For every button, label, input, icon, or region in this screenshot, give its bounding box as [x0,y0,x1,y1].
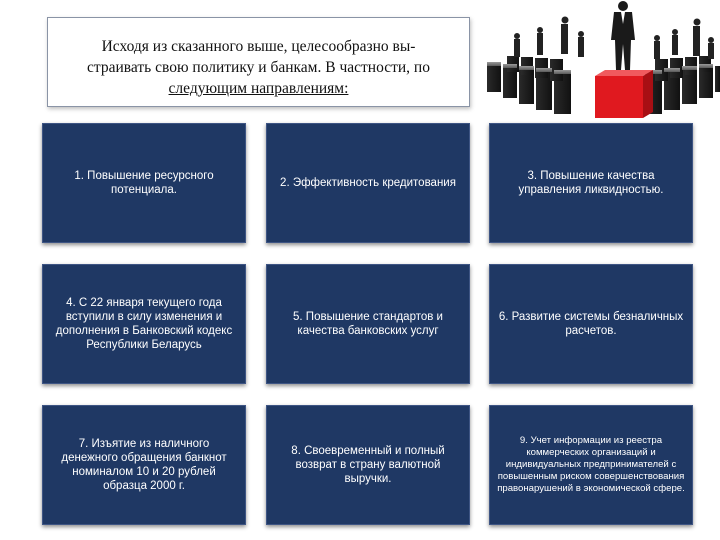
intro-textbox [47,17,470,107]
tile-5: 5. Повышение стандартов и качества банковских услуг [266,264,470,384]
tile-1: 1. Повышение ресурсного потенциала. [42,123,246,243]
tile-3: 3. Повышение качества управления ликвидностью. [489,123,693,243]
intro-line-3: следующим направлениям: [168,80,349,97]
intro-line-2: страивать свою политику и банкам. В частности, по [87,59,430,76]
tile-9: 9. Учет информации из реестра коммерческих организаций и индивидуальных предпринимателей с повышенным риском совершенствования правонарушений в экономической сфере. [489,405,693,525]
tile-7: 7. Изъятие из наличного денежного обращения банкнот номиналом 10 и 20 рублей образца 2000 г. [42,405,246,525]
tile-4: 4. С 22 января текущего года вступили в силу изменения и дополнения в Банковский кодекс Республики Беларусь [42,264,246,384]
tile-6: 6. Развитие системы безналичных расчетов. [489,264,693,384]
leader-on-red-block-illustration [485,0,720,118]
tile-2: 2. Эффективность кредитования [266,123,470,243]
leader-figure [611,1,635,70]
tile-8: 8. Своевременный и полный возврат в страну валютной выручки. [266,405,470,525]
intro-line-1: Исходя из сказанного выше, целесообразно вы- [101,38,416,55]
